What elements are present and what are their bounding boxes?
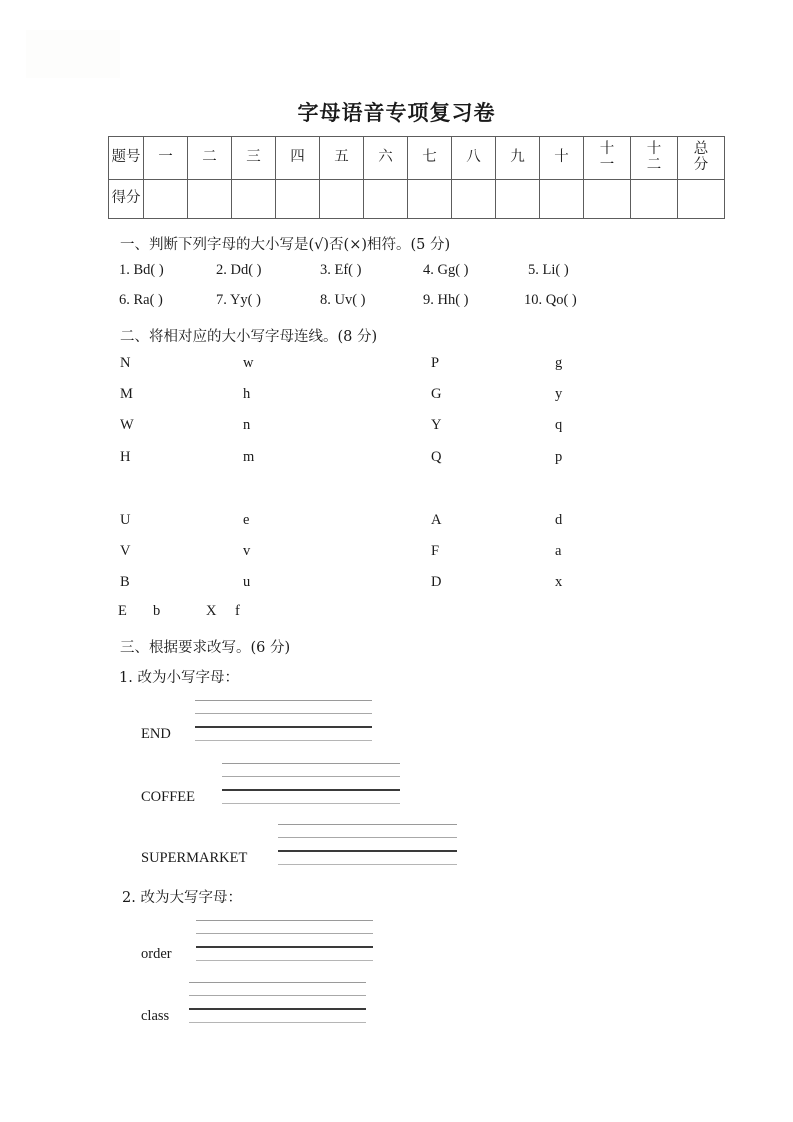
- score-cell-11[interactable]: [584, 180, 631, 219]
- score-table-col-6: 六: [364, 137, 408, 180]
- score-table-col-9: 九: [496, 137, 540, 180]
- col-total-line-2: 分: [693, 157, 709, 173]
- score-cell-7[interactable]: [408, 180, 452, 219]
- match-b1-c4-r3[interactable]: q: [555, 417, 563, 433]
- writing-guide-class[interactable]: [189, 982, 366, 1026]
- score-table-header-row: [109, 137, 725, 180]
- match-b1-c2-r4[interactable]: m: [243, 449, 255, 465]
- match-b1-c3-r1[interactable]: P: [431, 355, 440, 371]
- section-3-part-1-label: 1. 改为小写字母：: [119, 670, 239, 686]
- question-1-10[interactable]: 10. Qo( ): [524, 292, 577, 308]
- score-cell-6[interactable]: [364, 180, 408, 219]
- question-1-8[interactable]: 8. Uv( ): [320, 292, 366, 308]
- score-table-col-12: [631, 137, 678, 180]
- score-cell-2[interactable]: [188, 180, 232, 219]
- score-cell-5[interactable]: [320, 180, 364, 219]
- guide-line-3-baseline: [195, 726, 372, 728]
- question-1-2[interactable]: 2. Dd( ): [216, 262, 262, 278]
- score-table: [108, 136, 725, 219]
- match-b1-c3-r3[interactable]: Y: [431, 417, 442, 433]
- match-b2-c3-r2[interactable]: F: [431, 543, 440, 559]
- score-table-col-8: 八: [452, 137, 496, 180]
- score-cell-total[interactable]: [678, 180, 725, 219]
- guide-line-1: [189, 982, 366, 983]
- match-b1-c1-r1[interactable]: N: [120, 355, 131, 371]
- match-b2-c2-r3[interactable]: u: [243, 574, 251, 590]
- match-b2-c2-r2[interactable]: v: [243, 543, 251, 559]
- match-b1-c1-r2[interactable]: M: [120, 386, 133, 402]
- rewrite-word-order: order: [141, 946, 172, 962]
- guide-line-4: [222, 803, 400, 804]
- score-table-col-5: 五: [320, 137, 364, 180]
- score-table-col-7: 七: [408, 137, 452, 180]
- score-table-col-2: 二: [188, 137, 232, 180]
- section-3-part-2-label: 2. 改为大写字母：: [122, 890, 242, 906]
- score-table-col-4: 四: [276, 137, 320, 180]
- score-table-row-label-score: [109, 180, 144, 219]
- question-1-6[interactable]: 6. Ra( ): [119, 292, 163, 308]
- section-3-heading: 三、根据要求改写。(6 分): [120, 640, 291, 656]
- guide-line-4: [195, 740, 372, 741]
- match-b2-c4-r3[interactable]: x: [555, 574, 563, 590]
- guide-line-3-baseline: [278, 850, 457, 852]
- match-b1-c2-r3[interactable]: n: [243, 417, 251, 433]
- match-b1-c2-r1[interactable]: w: [243, 355, 254, 371]
- guide-line-4: [189, 1022, 366, 1023]
- score-table-row-label-question: [109, 137, 144, 180]
- writing-guide-coffee[interactable]: [222, 763, 400, 807]
- match-b1-c3-r4[interactable]: Q: [431, 449, 442, 465]
- guide-line-4: [278, 864, 457, 865]
- match-b2-c3-r1[interactable]: A: [431, 512, 442, 528]
- col-12-line-1: 十: [646, 141, 662, 158]
- question-1-5[interactable]: 5. Li( ): [528, 262, 569, 278]
- guide-line-3-baseline: [222, 789, 400, 791]
- label-line: 题号: [111, 149, 141, 166]
- match-b2-c4-r2[interactable]: a: [555, 543, 562, 559]
- score-cell-3[interactable]: [232, 180, 276, 219]
- col-11-line-1: 十: [599, 141, 615, 158]
- score-table-score-row: [109, 180, 725, 219]
- col-12-line-2: 二: [646, 157, 662, 173]
- match-b1-c1-r4[interactable]: H: [120, 449, 131, 465]
- page-title: 字母语音专项复习卷: [297, 100, 496, 125]
- score-cell-4[interactable]: [276, 180, 320, 219]
- match-b2-c1-r2[interactable]: V: [120, 543, 131, 559]
- match-b1-c2-r2[interactable]: h: [243, 386, 251, 402]
- score-table-col-1: 一: [144, 137, 188, 180]
- guide-line-2: [195, 713, 372, 714]
- guide-line-1: [196, 920, 373, 921]
- rewrite-word-coffee: COFFEE: [141, 789, 195, 805]
- guide-line-2: [222, 776, 400, 777]
- match-b2-extra-3[interactable]: X: [206, 603, 217, 619]
- score-cell-10[interactable]: [540, 180, 584, 219]
- score-table-col-11: [584, 137, 631, 180]
- section-1-heading: 一、判断下列字母的大小写是(√)否(×)相符。(5 分): [120, 237, 451, 253]
- question-1-4[interactable]: 4. Gg( ): [423, 262, 469, 278]
- guide-line-1: [278, 824, 457, 825]
- score-table-col-3: 三: [232, 137, 276, 180]
- score-cell-9[interactable]: [496, 180, 540, 219]
- match-b2-extra-4[interactable]: f: [235, 603, 240, 619]
- score-cell-12[interactable]: [631, 180, 678, 219]
- match-b2-c2-r1[interactable]: e: [243, 512, 250, 528]
- guide-line-2: [278, 837, 457, 838]
- scan-artifact: [26, 30, 120, 78]
- match-b1-c3-r2[interactable]: G: [431, 386, 442, 402]
- guide-line-3-baseline: [189, 1008, 366, 1010]
- writing-guide-order[interactable]: [196, 920, 373, 964]
- match-b1-c1-r3[interactable]: W: [120, 417, 134, 433]
- match-b2-c3-r3[interactable]: D: [431, 574, 442, 590]
- score-cell-8[interactable]: [452, 180, 496, 219]
- question-1-7[interactable]: 7. Yy( ): [216, 292, 261, 308]
- col-11-line-2: 一: [599, 157, 615, 173]
- question-1-9[interactable]: 9. Hh( ): [423, 292, 469, 308]
- score-table-col-total: [678, 137, 725, 180]
- label-line: 得分: [111, 190, 141, 207]
- section-2-heading: 二、将相对应的大小写字母连线。(8 分): [120, 329, 378, 345]
- match-b2-c4-r1[interactable]: d: [555, 512, 563, 528]
- match-b2-extra-1[interactable]: E: [118, 603, 127, 619]
- col-total-line-1: 总: [693, 141, 709, 158]
- guide-line-3-baseline: [196, 946, 373, 948]
- score-table-col-10: 十: [540, 137, 584, 180]
- question-1-3[interactable]: 3. Ef( ): [320, 262, 362, 278]
- match-b1-c4-r1[interactable]: g: [555, 355, 563, 371]
- match-b1-c4-r4[interactable]: p: [555, 449, 563, 465]
- rewrite-word-end: END: [141, 726, 171, 742]
- score-cell-1[interactable]: [144, 180, 188, 219]
- question-1-1[interactable]: 1. Bd( ): [119, 262, 164, 278]
- writing-guide-end[interactable]: [195, 700, 372, 744]
- match-b1-c4-r2[interactable]: y: [555, 386, 563, 402]
- guide-line-2: [196, 933, 373, 934]
- guide-line-1: [195, 700, 372, 701]
- rewrite-word-class: class: [141, 1008, 170, 1024]
- guide-line-1: [222, 763, 400, 764]
- match-b2-c1-r3[interactable]: B: [120, 574, 130, 590]
- writing-guide-supermarket[interactable]: [278, 824, 457, 868]
- guide-line-2: [189, 995, 366, 996]
- match-b2-extra-2[interactable]: b: [153, 603, 161, 619]
- match-b2-c1-r1[interactable]: U: [120, 512, 131, 528]
- guide-line-4: [196, 960, 373, 961]
- rewrite-word-supermarket: SUPERMARKET: [141, 850, 248, 866]
